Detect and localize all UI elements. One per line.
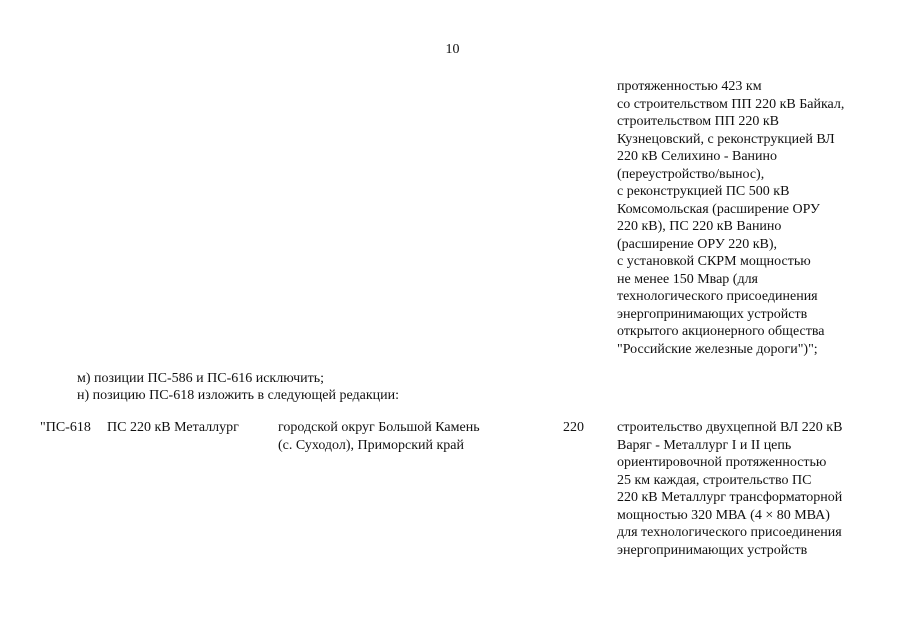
position-code: "ПС-618 xyxy=(40,420,91,435)
instruction-m: м) позиции ПС-586 и ПС-616 исключить; xyxy=(77,371,325,386)
page-number: 10 xyxy=(445,42,460,57)
instruction-n: н) позицию ПС-618 изложить в следующей редакции: xyxy=(77,388,399,403)
previous-entry-continuation: протяженностью 423 км со строительством ПП 220 кВ Байкал, строительством ПП 220 кВ Кузнецовский, с реконструкцией ВЛ 220 кВ Селихино - Ванино (переустройство/вынос), с реконструкцией ПС 500 кВ Комсомольская (расширение ОРУ 220 кВ), ПС 220 кВ Ванино (расширение ОРУ 220 кВ), с установкой СКРМ мощностью не менее 150 Мвар (для технологического присоединения энергопринимающих устройств открытого акционерного общества "Российские железные дороги")"; xyxy=(617,79,845,357)
location: городской округ Большой Камень (с. Суходол), Приморский край xyxy=(278,420,480,453)
voltage-class: 220 xyxy=(563,420,584,435)
substation-name: ПС 220 кВ Металлург xyxy=(107,420,239,435)
work-description: строительство двухцепной ВЛ 220 кВ Варяг - Металлург I и II цепь ориентировочной протяженностью 25 км каждая, строительство ПС 220 кВ Металлург трансформаторной мощностью 320 МВА (4 × 80 МВА) для технологического присоединения энергопринимающих устройств xyxy=(617,420,843,558)
